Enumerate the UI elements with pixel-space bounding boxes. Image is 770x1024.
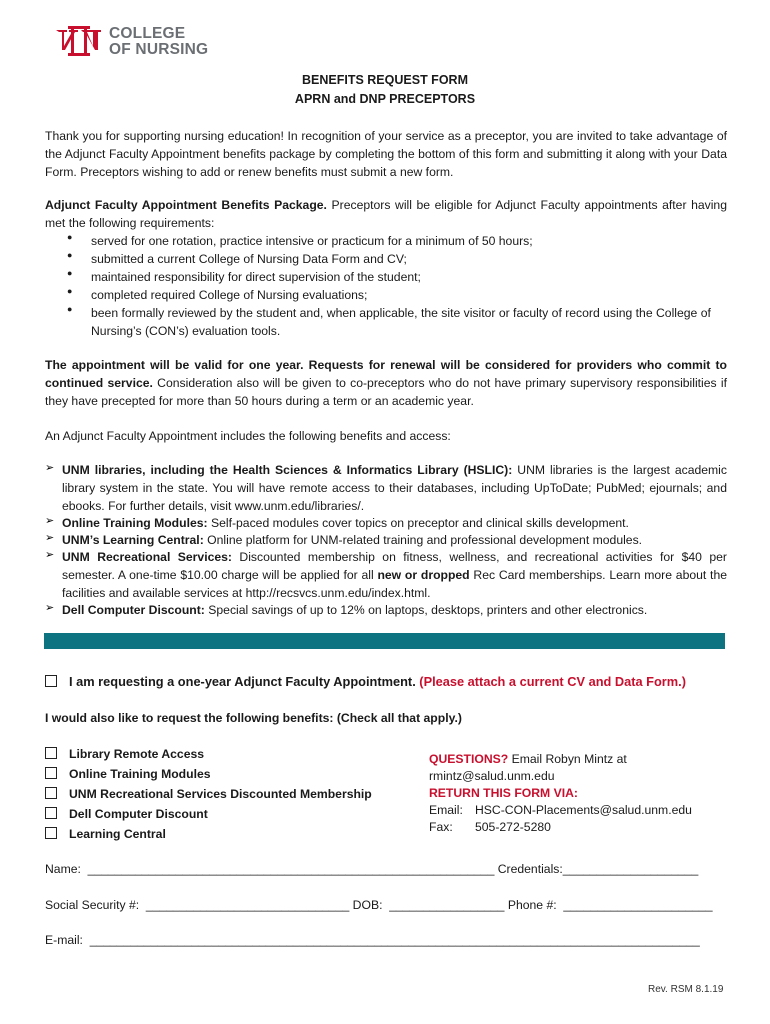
bullet-icon: ● (67, 268, 73, 278)
arrow-bullet-icon: ➢ (45, 532, 55, 544)
logo-line-1: COLLEGE (109, 25, 186, 42)
email-field[interactable]: E-mail: __________________________________________________________________________________________ (45, 933, 700, 947)
option-online-training: Online Training Modules (45, 767, 211, 781)
bullet-icon: ● (67, 286, 73, 296)
questions-label: QUESTIONS? (429, 752, 509, 766)
package-paragraph (45, 196, 727, 232)
bullet-icon: ● (67, 250, 73, 260)
form-title: BENEFITS REQUEST FORM (302, 73, 468, 87)
arrow-bullet-icon: ➢ (45, 602, 55, 614)
unm-logo-icon (54, 22, 104, 60)
college-logo-text (109, 26, 208, 58)
name-credentials-field[interactable]: Name: ____________________________________________________________ Credentials:____________________ (45, 862, 699, 876)
appointment-note: (Please attach a current CV and Data Form.) (415, 674, 686, 689)
option-checkbox[interactable] (45, 807, 57, 819)
bullet-icon: ● (67, 304, 73, 314)
option-checkbox[interactable] (45, 787, 57, 799)
validity-paragraph (45, 356, 727, 410)
revision-label: Rev. RSM 8.1.19 (648, 984, 724, 995)
package-text: Preceptors will be eligible for Adjunct Faculty appointments after having met the following requirements: (45, 198, 727, 230)
validity-text: Consideration also will be given to co-preceptors who do not have primary supervisory responsibilities if they have precepted for more than 50 hours during a term or an academic year. (45, 376, 727, 408)
logo-line-2: OF NURSING (109, 41, 209, 58)
also-request-label: I would also like to request the following benefits: (Check all that apply.) (45, 711, 462, 725)
option-checkbox[interactable] (45, 747, 57, 759)
fax-number: 505-272-5280 (475, 820, 551, 834)
email-label: Email: (429, 803, 463, 817)
arrow-bullet-icon: ➢ (45, 549, 55, 561)
appointment-checkbox[interactable] (45, 675, 57, 687)
arrow-bullet-icon: ➢ (45, 515, 55, 527)
form-subtitle: APRN and DNP PRECEPTORS (294, 92, 476, 106)
return-label: RETURN THIS FORM VIA: (429, 786, 578, 800)
appointment-label: I am requesting a one-year Adjunct Faculty Appointment. (69, 674, 416, 689)
option-checkbox[interactable] (45, 827, 57, 839)
appointment-request-row (45, 674, 686, 689)
bullet-icon: ● (67, 232, 73, 242)
return-email[interactable]: HSC-CON-Placements@salud.unm.edu (475, 803, 692, 817)
package-heading: Adjunct Faculty Appointment Benefits Package. (45, 198, 327, 212)
section-divider (44, 633, 725, 649)
ssn-dob-phone-field[interactable]: Social Security #: ______________________________ DOB: _________________ Phone #: ______________________ (45, 898, 713, 912)
option-learning-central: Learning Central (45, 827, 166, 841)
option-checkbox[interactable] (45, 767, 57, 779)
option-recreational-services: UNM Recreational Services Discounted Membership (45, 787, 372, 801)
contact-box (429, 751, 692, 836)
validity-bold: The appointment will be valid for one year. Requests for renewal will be considered for providers who commit to continued service. (45, 358, 727, 390)
fax-label: Fax: (429, 820, 453, 834)
option-dell-discount: Dell Computer Discount (45, 807, 208, 821)
intro-paragraph: Thank you for supporting nursing education! In recognition of your service as a preceptor, you are invited to take advantage of the Adjunct Faculty Appointment benefits package by completing the bottom of this form and submitting it along with your Data Form. Preceptors wishing to add or renew benefits must submit a new form. (45, 129, 727, 179)
benefits-intro: An Adjunct Faculty Appointment includes the following benefits and access: (45, 429, 451, 443)
arrow-bullet-icon: ➢ (45, 462, 55, 474)
questions-email[interactable]: rmintz@salud.unm.edu (429, 769, 555, 783)
questions-text: Email Robyn Mintz at (508, 752, 627, 766)
option-library-remote-access: Library Remote Access (45, 747, 204, 761)
